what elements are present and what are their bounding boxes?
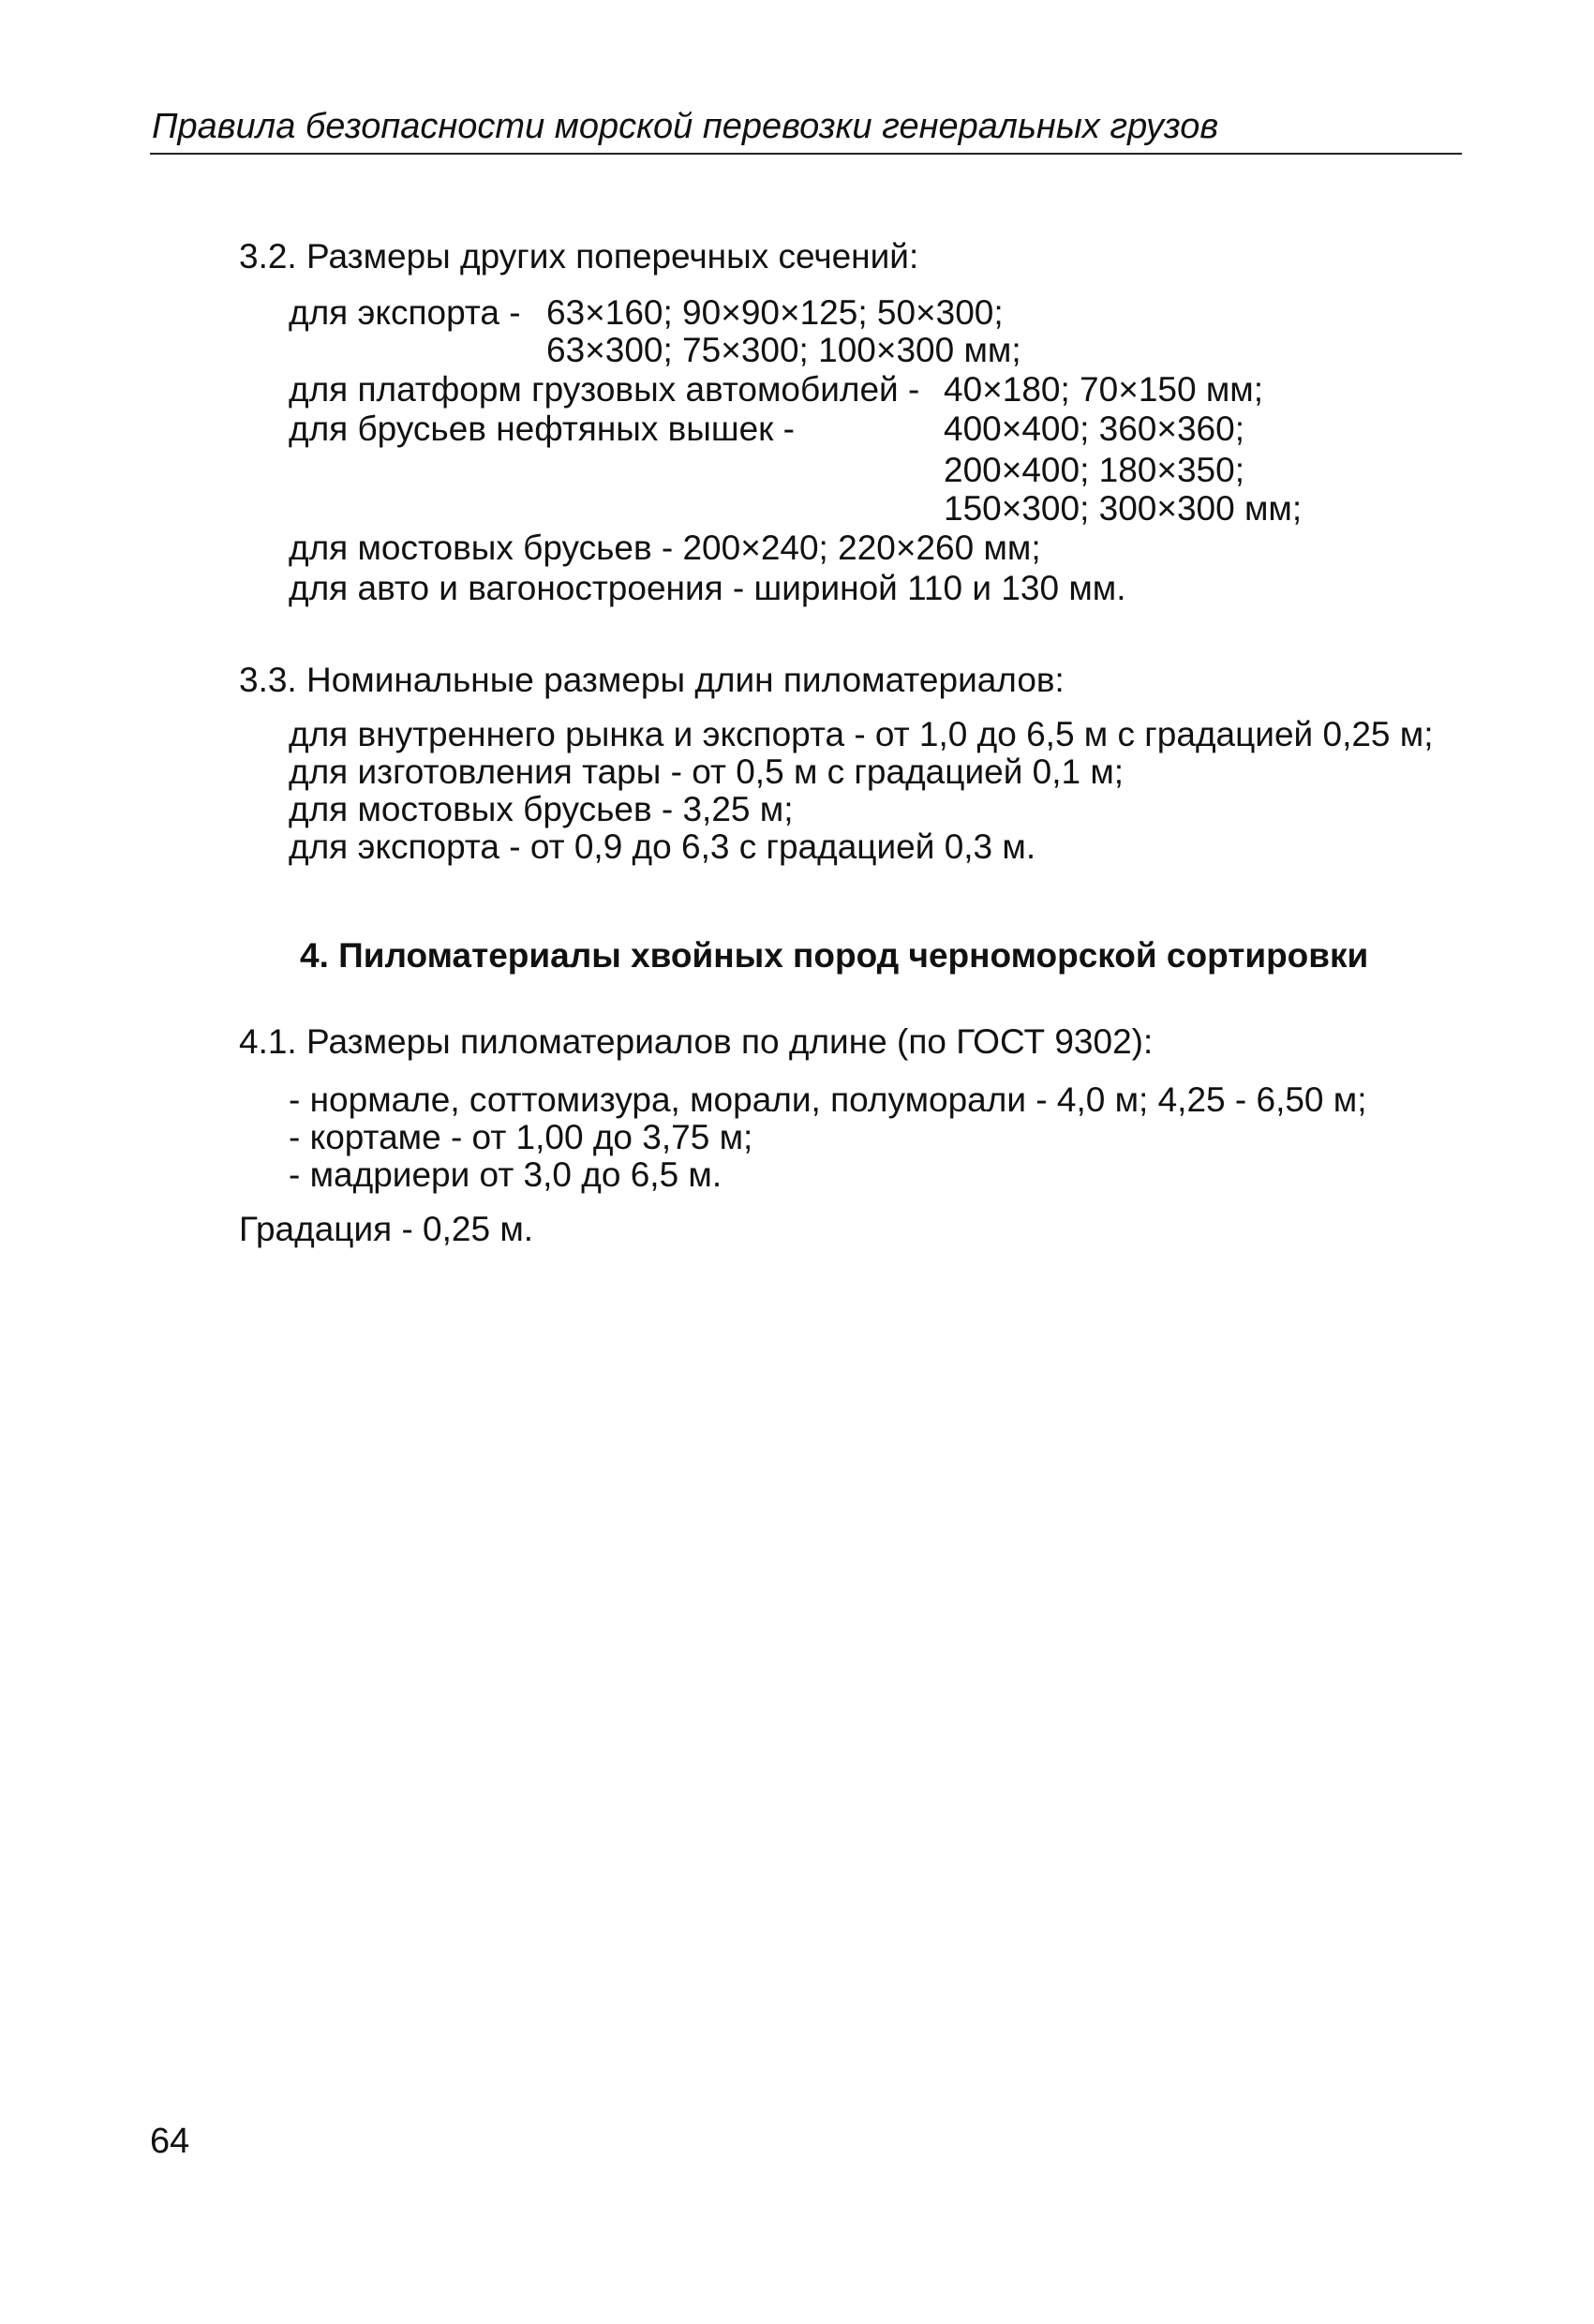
section-3-3-title: 3.3. Номинальные размеры длин пиломатериалов: [239, 661, 1065, 699]
export-label: для экспорта - [289, 293, 521, 332]
section-3-2-title: 3.2. Размеры других поперечных сечений: [239, 237, 919, 276]
list-item: для мостовых брусьев - 3,25 м; [289, 790, 794, 828]
section-4-1-title: 4.1. Размеры пиломатериалов по длине (по ГОСТ 9302): [239, 1022, 1154, 1061]
running-header: Правила безопасности морской перевозки генеральных грузов [152, 107, 1219, 146]
section-4-heading: 4. Пиломатериалы хвойных пород черноморской сортировки [300, 936, 1369, 975]
oil-rigs-values-line-2: 200×400; 180×350; [944, 451, 1244, 489]
export-values-line-1: 63×160; 90×90×125; 50×300; [546, 293, 1004, 332]
export-values-line-2: 63×300; 75×300; 100×300 мм; [546, 331, 1021, 369]
list-item: - кортаме - от 1,00 до 3,75 м; [289, 1118, 753, 1156]
list-item: - мадриери от 3,0 до 6,5 м. [289, 1155, 723, 1194]
oil-rigs-label: для брусьев нефтяных вышек - [289, 410, 795, 448]
gradation-note: Градация - 0,25 м. [239, 1210, 534, 1248]
oil-rigs-values-line-3: 150×300; 300×300 мм; [944, 489, 1303, 528]
auto-wagon-sizes: для авто и вагоностроения - шириной 110 и 130 мм. [289, 569, 1126, 607]
header-rule [150, 153, 1462, 155]
oil-rigs-values-line-1: 400×400; 360×360; [944, 410, 1244, 448]
page-number: 64 [150, 2122, 190, 2161]
list-item: для экспорта - от 0,9 до 6,3 с градацией 0,3 м. [289, 827, 1036, 866]
list-item: для изготовления тары - от 0,5 м с градацией 0,1 м; [289, 752, 1125, 791]
list-item: для внутреннего рынка и экспорта - от 1,0 до 6,5 м с градацией 0,25 м; [289, 715, 1434, 753]
list-item: - нормале, соттомизура, морали, полуморали - 4,0 м; 4,25 - 6,50 м; [289, 1080, 1367, 1119]
trucks-label: для платформ грузовых автомобилей - [289, 370, 920, 409]
bridge-beams-sizes: для мостовых брусьев - 200×240; 220×260 мм; [289, 529, 1041, 567]
trucks-values: 40×180; 70×150 мм; [944, 370, 1263, 409]
